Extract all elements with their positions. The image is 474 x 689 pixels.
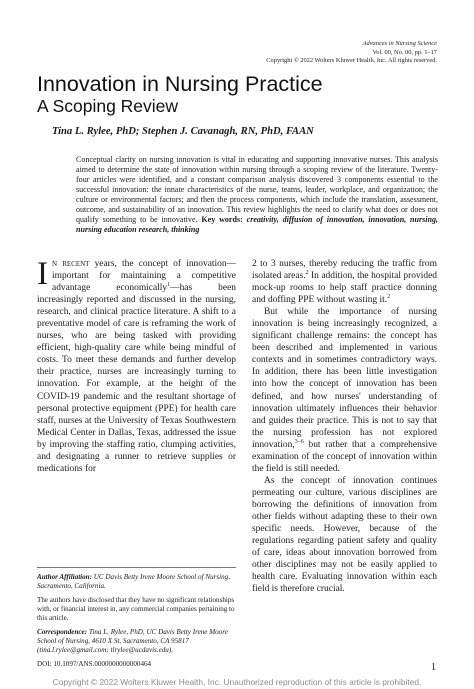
paragraph-text: In addition, the hospital provided mock-up rooms to help staff practice donning and doffing PPE without wasting it.: [252, 271, 437, 306]
doi[interactable]: DOI: 10.1097/ANS.0000000000000464: [37, 660, 152, 668]
author-list: Tina L. Rylee, PhD; Stephen J. Cavanagh, RN, PhD, FAAN: [52, 126, 314, 137]
citation[interactable]: 2: [305, 269, 309, 276]
citation[interactable]: 3–6: [294, 438, 304, 445]
journal-copyright: Copyright © 2022 Wolters Kluwer Health, Inc. All rights reserved.: [266, 57, 437, 64]
abstract-text: Conceptual clarity on nursing innovation is vital in educating and supporting innovative nurses. This analysis aimed to determine the state of innovation within nursing through a scoping review of the literature. Twenty-four articles were identified, and a constant comparison analysis discovered 3 components essential to the successful innovation: the innate characteristics of the nurse, teams, leader, workplace, and organization; the culture or environmental factors; and then the process components, which include the translation, assessment, outcome, and sustainability of an innovation. This review highlights the need to clarify what does or does not qualify something to be innovative.: [76, 155, 438, 225]
author-affiliation: [37, 573, 236, 591]
paragraph-text: But while the importance of nursing innovation is being increasingly recognized, a significant challenge remains: the concept has been described and implemented in various contexts and in sometimes contradictory ways. In addition, there has been little investigation into how the concept of innovation has been defined, and how nurses' understanding of innovation ultimately influences their behavior and guides their practice. This is not to say that the nursing profession has not explored innovation,: [252, 307, 437, 450]
drop-cap: I: [37, 256, 48, 292]
citation[interactable]: 1: [167, 281, 171, 288]
journal-name: Advances in Nursing Science: [362, 40, 437, 47]
paragraph-text: —has been increasingly reported and discussed in the nursing, research, and clinical practice literature. A shift to a preventative model of care is reframing the work of nurses, who are being tasked with providing efficient, high-quality care while being mindful of costs. To meet these demands and further develop their practice, nurses are increasingly turning to innovation. For example, at the height of the COVID-19 pandemic and the resultant shortage of personal protective equipment (PPE) for health care staff, nurses at the University of Texas Southwestern Medical Center in Dallas, Texas, addressed the issue by improving the staffing ratio, clumping activities, and designating a runner to retrieve supplies or medications for: [37, 283, 236, 474]
keywords-label: Key words:: [201, 215, 243, 225]
lead-in: n recent: [52, 259, 90, 269]
article-subtitle: A Scoping Review: [37, 96, 179, 116]
body-column-right: [252, 258, 437, 595]
correspondence-text[interactable]: Tina L. Rylee, PhD, UC Davis Betty Irene Moore School of Nursing, 4610 X St, Sacramento, CA 95817 (tina.l.rylee@gmail.com; tlrylee@ucdavis.edu).: [37, 628, 228, 654]
paragraph-text: years, the concept of innovation—important for maintaining a competitive advantage economically: [52, 259, 237, 294]
paragraph-text: 2 to 3 nurses, thereby reducing the traffic from isolated areas.: [252, 259, 437, 282]
citation[interactable]: 2: [387, 294, 391, 300]
paragraph: [37, 258, 236, 475]
paragraph: [252, 258, 437, 306]
paragraph: As the concept of innovation continues permeating our culture, various disciplines are borrowing the definitions of innovation from other fields without adapting these to their own specific needs. However, because of the regulations regarding patient safety and quality of care, ideas about innovation borrowed from other disciplines may not be easily applied to health care. Evaluating innovation within each field is therefore crucial.: [252, 475, 437, 595]
disclosure-note: The authors have disclosed that they have no significant relationships with, or financial interest in, any commercial companies pertaining to this article.: [37, 596, 235, 622]
abstract: [76, 155, 438, 235]
affiliation-text: UC Davis Betty Irene Moore School of Nursing, Sacramento, California.: [37, 573, 230, 590]
paragraph: [252, 306, 437, 475]
body-column-left: [37, 258, 236, 475]
affiliation-label: Author Affiliation:: [37, 573, 92, 581]
copyright-notice: Copyright © 2022 Wolters Kluwer Health, Inc. Unauthorized reproduction of this article is prohibited.: [52, 677, 422, 687]
paragraph-text: but rather that a comprehensive examination of the concept of innovation within the field is still needed.: [252, 439, 437, 474]
page-number: 1: [431, 662, 436, 673]
correspondence-label: Correspondence:: [37, 628, 88, 636]
journal-header: [266, 40, 437, 66]
journal-volume: Vol. 00, No. 00, pp. 1–17: [372, 48, 437, 56]
keywords: creativity, diffusion of innovation, innovation, nursing, nursing education research, thinking: [76, 215, 438, 235]
footnote-divider: [37, 567, 236, 568]
article-title: Innovation in Nursing Practice: [37, 72, 323, 96]
correspondence: [37, 628, 236, 655]
